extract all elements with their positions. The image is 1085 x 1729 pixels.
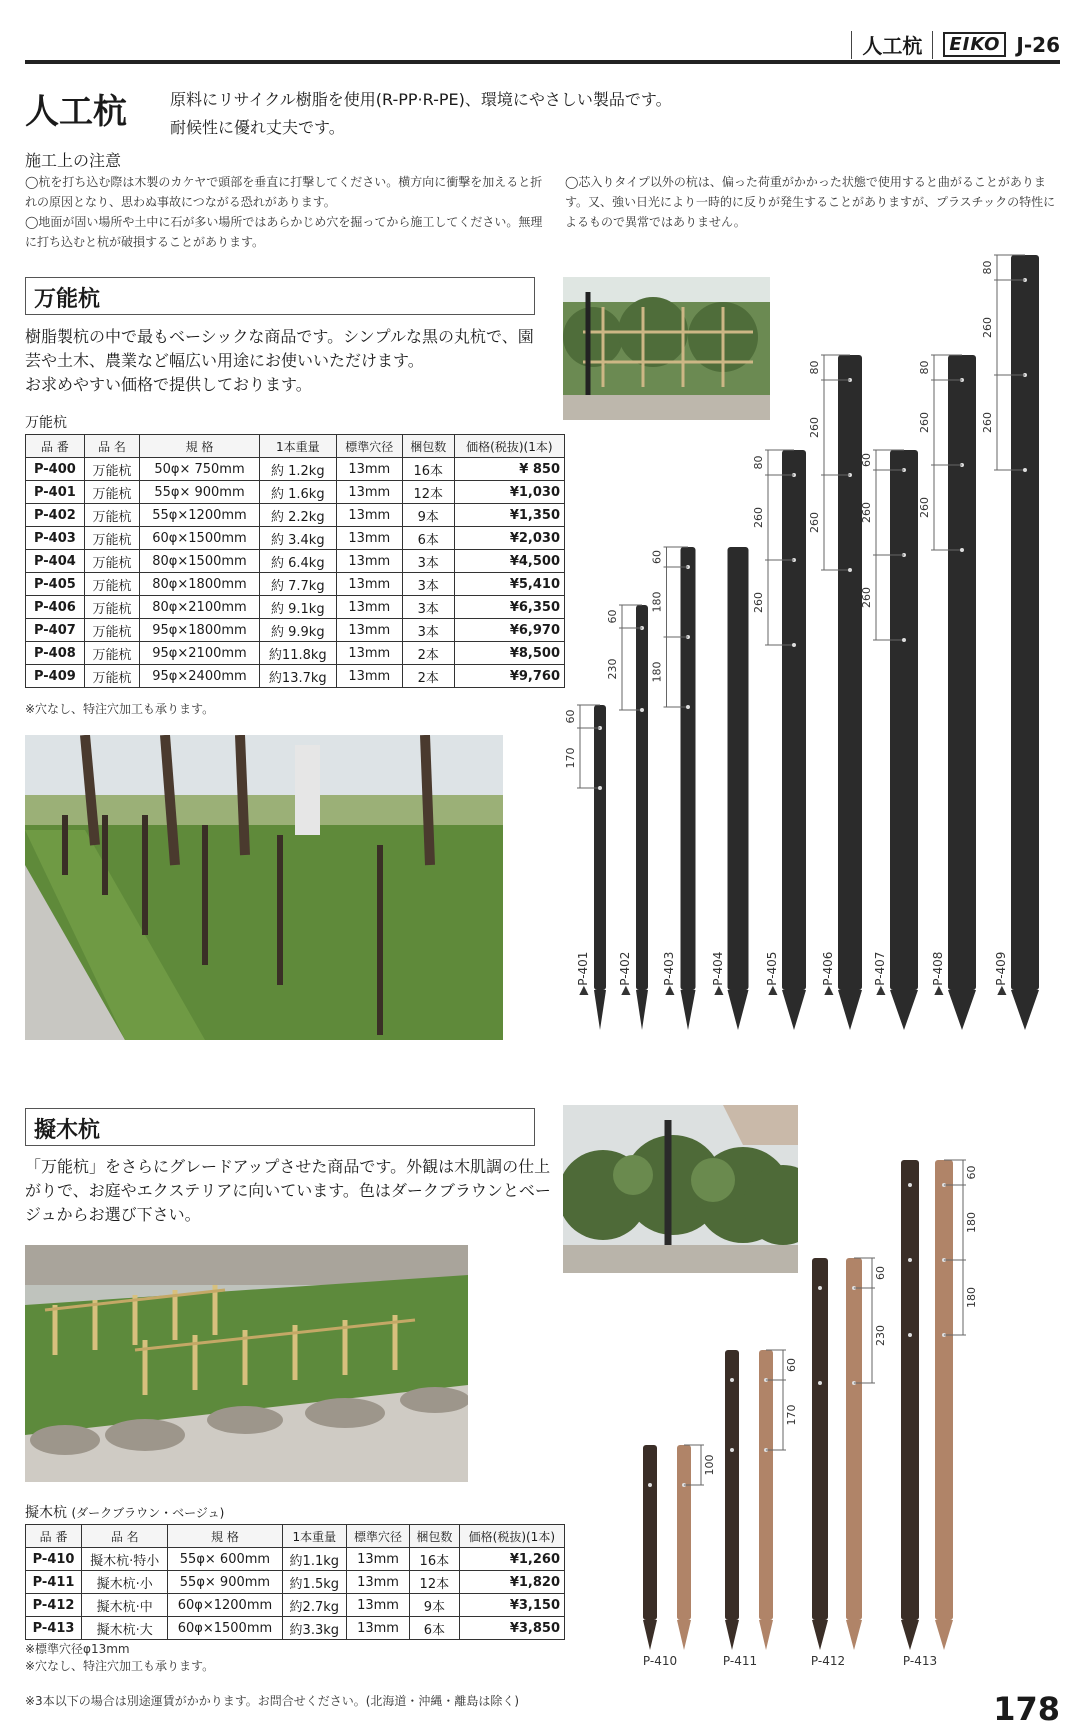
dimension-label: 260 [808, 417, 821, 438]
dimension-label: 80 [752, 455, 765, 470]
post-tip [636, 990, 648, 1030]
table-cell: 万能杭 [84, 596, 139, 619]
table-cell: 13mm [347, 1571, 410, 1594]
table-caption-sub: (ダークブラウン・ベージュ) [71, 1506, 225, 1520]
post-label: P-412 [810, 1654, 846, 1668]
table-cell: 約11.8kg [259, 642, 336, 665]
dimension-label: 60 [606, 609, 619, 624]
section-desc-gibokui [25, 1155, 565, 1227]
spec-table-gibokui [25, 1524, 565, 1640]
table-cell: ¥6,970 [454, 619, 564, 642]
post-illustration-banno [560, 250, 1070, 1040]
intro-line: 耐候性に優れ丈夫です。 [170, 118, 345, 137]
table-cell: 約2.7kg [282, 1594, 347, 1617]
table-cell: 約 1.2kg [259, 458, 336, 481]
table-row [26, 619, 565, 642]
table-cell: ¥ 850 [454, 458, 564, 481]
table-cell: 3本 [402, 596, 454, 619]
table-cell: 万能杭 [84, 481, 139, 504]
dimension-label: 60 [860, 453, 873, 467]
post-hole [686, 705, 690, 709]
table-cell: 6本 [409, 1617, 459, 1640]
dimension-label: 260 [981, 317, 994, 338]
table-cell: 万能杭 [84, 550, 139, 573]
table-cell: 2本 [402, 642, 454, 665]
column-header: 1本重量 [282, 1525, 347, 1548]
post-label: ▶P-406 [821, 951, 835, 995]
dimension-label: 170 [564, 747, 577, 769]
photo-park-fence [25, 735, 503, 1040]
table-cell: 万能杭 [84, 458, 139, 481]
table-cell: ¥5,410 [454, 573, 564, 596]
table-row [26, 481, 565, 504]
table-cell: P-400 [26, 458, 85, 481]
post-body [759, 1350, 773, 1620]
table-cell: 95φ×2400mm [140, 665, 260, 688]
post-hole [960, 548, 964, 552]
table-cell: P-402 [26, 504, 85, 527]
dimension-label: 260 [860, 587, 873, 608]
table-footnotes [25, 1640, 214, 1674]
table-cell: 万能杭 [84, 642, 139, 665]
post-body [728, 547, 749, 990]
desc-line: がりで、お庭やエクステリアに向いています。色はダークブラウンとベー [25, 1181, 551, 1200]
table-cell: 50φ× 750mm [140, 458, 260, 481]
post-P-406 [808, 355, 862, 1030]
table-cell: 万能杭 [84, 619, 139, 642]
dimension-label: 80 [918, 360, 931, 375]
table-cell: ¥2,030 [454, 527, 564, 550]
table-cell: 擬木杭·特小 [82, 1548, 168, 1571]
desc-line: 樹脂製杭の中で最もベーシックな商品です。シンプルな黒の丸杭で、園 [25, 327, 534, 346]
table-cell: 13mm [336, 550, 402, 573]
desc-line: 芸や土木、農業など幅広い用途にお使いいただけます。 [25, 351, 424, 370]
post-tip [890, 990, 918, 1030]
post-label: P-410 [642, 1654, 678, 1668]
post-hole [730, 1448, 734, 1452]
table-cell: 約 7.7kg [259, 573, 336, 596]
intro-text [170, 86, 770, 142]
note-item: ◯杭を打ち込む際は木製のカケヤで頭部を垂直に打撃してください。横方向に衝撃を加えると折れの原因となり、思わぬ事故につながる恐れがあります。 [25, 175, 543, 209]
table-cell: 万能杭 [84, 665, 139, 688]
table-cell: P-406 [26, 596, 85, 619]
post-darkbrown-P-411 [725, 1350, 739, 1650]
table-cell: 60φ×1500mm [140, 527, 260, 550]
table-cell: P-404 [26, 550, 85, 573]
table-cell: 60φ×1500mm [168, 1617, 282, 1640]
post-hole [648, 1483, 652, 1487]
post-body [901, 1160, 919, 1620]
desc-line: 「万能杭」をさらにグレードアップさせた商品です。外観は木肌調の仕上 [25, 1157, 551, 1176]
column-header: 品 名 [84, 435, 139, 458]
post-label: ▶P-405 [765, 951, 779, 995]
dimension-label: 260 [918, 497, 931, 518]
table-cell: 13mm [336, 527, 402, 550]
table-cell: P-413 [26, 1617, 82, 1640]
table-cell: ¥3,850 [459, 1617, 564, 1640]
column-header: 1本重量 [259, 435, 336, 458]
table-cell: 13mm [347, 1594, 410, 1617]
post-tip [728, 990, 749, 1030]
table-cell: 16本 [402, 458, 454, 481]
post-hole [818, 1381, 822, 1385]
post-label: ▶P-409 [994, 951, 1008, 995]
table-cell: ¥6,350 [454, 596, 564, 619]
column-header: 品 番 [26, 1525, 82, 1548]
post-beige-P-410 [677, 1445, 716, 1650]
dimension-label: 180 [965, 1287, 978, 1308]
table-cell: 擬木杭·小 [82, 1571, 168, 1594]
post-body [725, 1350, 739, 1620]
dimension-label: 230 [606, 658, 619, 680]
table-cell: 13mm [336, 481, 402, 504]
table-cell: 約 1.6kg [259, 481, 336, 504]
dimension-label: 260 [860, 502, 873, 523]
dimension-label: 180 [650, 591, 664, 613]
post-P-404 [711, 547, 749, 1030]
column-header: 品 番 [26, 435, 85, 458]
column-header: 梱包数 [409, 1525, 459, 1548]
table-cell: P-409 [26, 665, 85, 688]
post-label: ▶P-404 [711, 951, 725, 995]
table-footnote: ※穴なし、特注穴加工も承ります。 [25, 702, 215, 716]
post-P-403 [651, 547, 696, 1030]
dimension-label: 60 [965, 1165, 978, 1180]
dimension-label: 260 [752, 592, 765, 613]
post-hole [792, 643, 796, 647]
post-beige-P-412 [846, 1258, 887, 1650]
post-label: ▶P-407 [873, 951, 887, 995]
table-cell: 約 6.4kg [259, 550, 336, 573]
table-cell: 80φ×1500mm [140, 550, 260, 573]
post-darkbrown-P-410 [643, 1445, 657, 1650]
page-code: J-26 [1016, 32, 1060, 57]
table-row [26, 527, 565, 550]
dimension-label: 170 [785, 1404, 798, 1426]
table-row [26, 596, 565, 619]
table-cell: 13mm [347, 1548, 410, 1571]
post-hole [730, 1378, 734, 1382]
post-darkbrown-P-412 [812, 1258, 828, 1650]
post-body [890, 450, 918, 990]
table-cell: ¥1,030 [454, 481, 564, 504]
post-P-402 [606, 605, 648, 1030]
table-cell: 約1.5kg [282, 1571, 347, 1594]
table-cell: 55φ× 600mm [168, 1548, 282, 1571]
table-cell: 16本 [409, 1548, 459, 1571]
table-cell: 95φ×1800mm [140, 619, 260, 642]
table-cell: 95φ×2100mm [140, 642, 260, 665]
table-cell: P-408 [26, 642, 85, 665]
dimension-label: 60 [650, 550, 664, 564]
shipping-note: ※3本以下の場合は別途運賃がかかります。お問合せください。(北海道・沖縄・離島は除く) [25, 1694, 520, 1708]
table-cell: ¥1,820 [459, 1571, 564, 1594]
column-header: 規 格 [140, 435, 260, 458]
note-item: ◯芯入りタイプ以外の杭は、偏った荷重がかかった状態で使用すると曲がることがあります。又、強い日光により一時的に反りが発生することがありますが、プラスチックの特性によるもので異常ではありません。 [565, 175, 1056, 229]
post-tip [846, 1620, 862, 1650]
dimension-label: 100 [703, 1454, 716, 1476]
table-cell: 80φ×1800mm [140, 573, 260, 596]
post-P-405 [752, 450, 806, 1030]
post-label: ▶P-402 [618, 951, 632, 995]
header-rule [25, 60, 1060, 64]
post-body [838, 355, 862, 990]
table-cell: P-410 [26, 1548, 82, 1571]
table-cell: 擬木杭·中 [82, 1594, 168, 1617]
post-beige-P-413 [935, 1160, 978, 1650]
table-caption-gibokui [25, 1502, 224, 1522]
table-cell: ¥1,260 [459, 1548, 564, 1571]
table-cell: 80φ×2100mm [140, 596, 260, 619]
brand-logo: EIKO [943, 32, 1006, 57]
intro-line: 原料にリサイクル樹脂を使用(R-PP·R-PE)、環境にやさしい製品です。 [170, 90, 672, 109]
desc-line: ジュからお選び下さい。 [25, 1205, 201, 1224]
table-cell: 3本 [402, 573, 454, 596]
footnote-line: ※標準穴径φ13mm [25, 1642, 130, 1656]
section-desc-banno [25, 325, 545, 397]
post-tip [681, 990, 696, 1030]
table-cell: 13mm [336, 573, 402, 596]
post-hole [640, 708, 644, 712]
table-cell: ¥4,500 [454, 550, 564, 573]
notes-right [565, 172, 1065, 232]
post-tip [782, 990, 806, 1030]
post-tip [812, 1620, 828, 1650]
post-hole [1023, 468, 1027, 472]
table-cell: P-411 [26, 1571, 82, 1594]
post-tip [725, 1620, 739, 1650]
table-cell: P-401 [26, 481, 85, 504]
post-body [812, 1258, 828, 1620]
table-cell: 9本 [402, 504, 454, 527]
post-label: P-411 [722, 1654, 758, 1668]
post-body [681, 547, 696, 990]
dimension-label: 230 [874, 1325, 887, 1346]
post-hole [908, 1333, 912, 1337]
table-cell: P-407 [26, 619, 85, 642]
table-cell: 3本 [402, 550, 454, 573]
table-cell: 13mm [336, 458, 402, 481]
column-header: 標準穴径 [336, 435, 402, 458]
table-cell: 万能杭 [84, 573, 139, 596]
table-row [26, 550, 565, 573]
section-title-banno: 万能杭 [25, 277, 535, 315]
table-cell: 55φ× 900mm [140, 481, 260, 504]
desc-line: お求めやすい価格で提供しております。 [25, 375, 312, 394]
page-number: 178 [993, 1690, 1060, 1728]
table-cell: 13mm [347, 1617, 410, 1640]
table-cell: 約13.7kg [259, 665, 336, 688]
table-row [26, 573, 565, 596]
table-cell: 60φ×1200mm [168, 1594, 282, 1617]
table-cell: 約3.3kg [282, 1617, 347, 1640]
dimension-label: 260 [808, 512, 821, 533]
table-cell: P-405 [26, 573, 85, 596]
post-label: P-413 [902, 1654, 938, 1668]
post-body [594, 705, 606, 990]
post-label: ▶P-408 [931, 951, 945, 995]
table-cell: 9本 [409, 1594, 459, 1617]
table-row [26, 1548, 565, 1571]
post-hole [908, 1258, 912, 1262]
post-tip [901, 1620, 919, 1650]
post-tip [948, 990, 976, 1030]
table-cell: 約 9.1kg [259, 596, 336, 619]
post-body [1011, 255, 1039, 990]
table-cell: P-412 [26, 1594, 82, 1617]
table-cell: 約 2.2kg [259, 504, 336, 527]
header-divider [851, 31, 852, 59]
table-cell: 6本 [402, 527, 454, 550]
post-body [636, 605, 648, 990]
post-label: ▶P-401 [576, 951, 590, 995]
dimension-label: 80 [981, 260, 994, 275]
table-cell: 擬木杭·大 [82, 1617, 168, 1640]
post-P-407 [860, 450, 918, 1030]
post-body [643, 1445, 657, 1620]
table-row [26, 642, 565, 665]
post-P-409 [981, 255, 1039, 1030]
header-category: 人工杭 [862, 34, 923, 58]
table-cell: 13mm [336, 642, 402, 665]
column-header: 標準穴径 [347, 1525, 410, 1548]
notes-left [25, 172, 545, 252]
spec-table-banno [25, 434, 565, 688]
column-header: 価格(税抜)(1本) [454, 435, 564, 458]
section-title-gibokui: 擬木杭 [25, 1108, 535, 1146]
post-body [935, 1160, 953, 1620]
post-hole [902, 638, 906, 642]
table-cell: P-403 [26, 527, 85, 550]
post-beige-P-411 [759, 1350, 798, 1650]
note-item: ◯地面が固い場所や土中に石が多い場所ではあらかじめ穴を掘ってから施工してください。無理に打ち込むと杭が破損することがあります。 [25, 215, 543, 249]
header-divider [932, 31, 933, 59]
post-tip [643, 1620, 657, 1650]
page-header [851, 30, 1060, 59]
dimension-label: 60 [874, 1266, 887, 1280]
column-header: 価格(税抜)(1本) [459, 1525, 564, 1548]
table-row [26, 1617, 565, 1640]
table-cell: ¥1,350 [454, 504, 564, 527]
table-row [26, 504, 565, 527]
dimension-label: 260 [981, 412, 994, 433]
post-tip [759, 1620, 773, 1650]
table-cell: ¥3,150 [459, 1594, 564, 1617]
table-cell: 万能杭 [84, 504, 139, 527]
post-hole [818, 1286, 822, 1290]
table-row [26, 1594, 565, 1617]
table-cell: 万能杭 [84, 527, 139, 550]
dimension-label: 260 [918, 412, 931, 433]
table-cell: ¥9,760 [454, 665, 564, 688]
table-cell: 3本 [402, 619, 454, 642]
post-body [846, 1258, 862, 1620]
post-tip [594, 990, 606, 1030]
dimension-label: 60 [564, 709, 577, 724]
photo-garden-edging [25, 1245, 468, 1482]
post-body [948, 355, 976, 990]
post-label: ▶P-403 [662, 951, 676, 995]
table-cell: 約1.1kg [282, 1548, 347, 1571]
page-title: 人工杭 [25, 92, 127, 132]
notes-heading: 施工上の注意 [25, 151, 122, 170]
table-cell: 2本 [402, 665, 454, 688]
table-row [26, 1571, 565, 1594]
dimension-label: 260 [752, 507, 765, 528]
post-illustration-gibokui [620, 1140, 1000, 1670]
column-header: 品 名 [82, 1525, 168, 1548]
post-tip [677, 1620, 691, 1650]
post-tip [1011, 990, 1039, 1030]
table-cell: 13mm [336, 504, 402, 527]
post-hole [598, 786, 602, 790]
table-cell: 約 9.9kg [259, 619, 336, 642]
post-tip [935, 1620, 953, 1650]
footnote-line: ※穴なし、特注穴加工も承ります。 [25, 1659, 215, 1673]
post-P-408 [918, 355, 976, 1030]
table-caption: 万能杭 [25, 415, 67, 431]
post-body [782, 450, 806, 990]
table-cell: 12本 [409, 1571, 459, 1594]
table-cell: 約 3.4kg [259, 527, 336, 550]
table-cell: 55φ×1200mm [140, 504, 260, 527]
table-row [26, 665, 565, 688]
post-tip [838, 990, 862, 1030]
table-cell: 13mm [336, 665, 402, 688]
dimension-label: 180 [650, 661, 664, 683]
post-darkbrown-P-413 [901, 1160, 919, 1650]
post-body [677, 1445, 691, 1620]
table-cell: 12本 [402, 481, 454, 504]
column-header: 規 格 [168, 1525, 282, 1548]
post-hole [848, 568, 852, 572]
table-cell: 55φ× 900mm [168, 1571, 282, 1594]
table-cell: ¥8,500 [454, 642, 564, 665]
post-P-401 [564, 705, 606, 1030]
table-cell: 13mm [336, 619, 402, 642]
table-row [26, 458, 565, 481]
column-header: 梱包数 [402, 435, 454, 458]
post-hole [908, 1183, 912, 1187]
table-cell: 13mm [336, 596, 402, 619]
dimension-label: 80 [808, 360, 821, 375]
table-caption-main: 擬木杭 [25, 1505, 67, 1521]
dimension-label: 180 [965, 1212, 978, 1233]
dimension-label: 60 [785, 1358, 798, 1372]
